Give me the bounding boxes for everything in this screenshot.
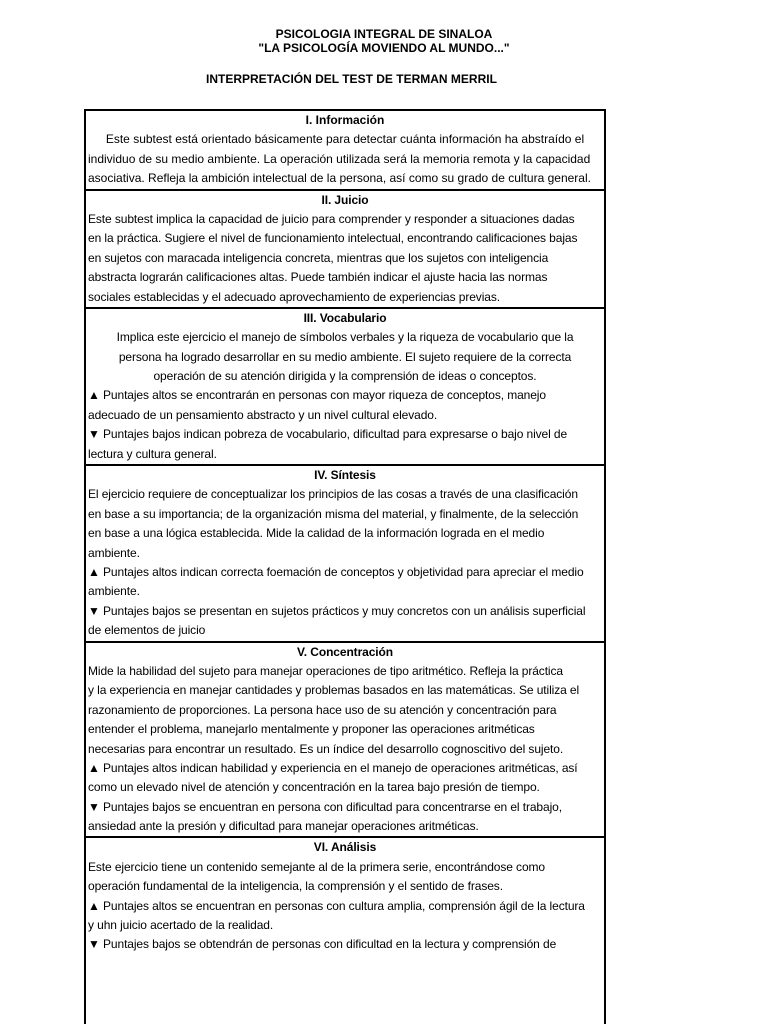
section-line: ▼ Puntajes bajos se encuentran en persona con dificultad para concentrarse en el trabajo, <box>88 799 562 814</box>
section-title: III. Vocabulario <box>303 310 387 325</box>
section-line: ▲ Puntajes altos indican habilidad y experiencia en el manejo de operaciones aritméticas, así <box>88 760 578 775</box>
section-line: operación de su atención dirigida y la comprensión de ideas o conceptos. <box>153 369 537 384</box>
interpretation-table <box>84 109 606 1024</box>
section-line: entender el problema, manejarlo mentalmente y proponer las operaciones aritméticas <box>88 722 535 737</box>
section-line: ▼ Puntajes bajos se presentan en sujetos prácticos y muy concretos con un análisis superficial <box>88 603 586 618</box>
document-title: INTERPRETACIÓN DEL TEST DE TERMAN MERRIL <box>206 72 497 86</box>
section-line: ansiedad ante la presión y dificultad para manejar operaciones aritméticas. <box>88 819 479 834</box>
section-analisis <box>86 838 604 954</box>
section-line: El ejercicio requiere de conceptualizar los principios de las cosas a través de una clasificación <box>88 487 578 502</box>
section-line: ▲ Puntajes altos se encontrarán en personas con mayor riqueza de conceptos, manejo <box>88 388 546 403</box>
section-line: en la práctica. Sugiere el nivel de funcionamiento intelectual, encontrando calificaciones bajas <box>88 231 578 246</box>
section-line: adecuado de un pensamiento abstracto y un nivel cultural elevado. <box>88 407 438 422</box>
organization-name: PSICOLOGIA INTEGRAL DE SINALOA <box>275 27 493 41</box>
section-vocabulario <box>86 309 604 466</box>
section-line: como un elevado nivel de atención y concentración en la tarea bajo presión de tiempo. <box>88 780 540 795</box>
section-line: Este subtest está orientado básicamente para detectar cuánta información ha abstraído el <box>105 132 585 147</box>
section-line: en base a una lógica establecida. Mide la calidad de la información lograda en el medio <box>88 526 545 541</box>
section-line: Mide la habilidad del sujeto para manejar operaciones de tipo aritmético. Refleja la práctica <box>88 663 563 678</box>
organization-motto: "LA PSICOLOGÍA MOVIENDO AL MUNDO..." <box>258 41 510 55</box>
section-line: en sujetos con maracada inteligencia concreta, mientras que los sujetos con inteligencia <box>88 250 549 265</box>
section-concentracion <box>86 643 604 839</box>
section-line: razonamiento de proporciones. La persona hace uso de su atención y concentración para <box>88 702 557 717</box>
section-title: VI. Análisis <box>313 840 377 855</box>
section-title: V. Concentración <box>297 644 393 659</box>
section-line: abstracta lograrán calificaciones altas. Puede también indicar el ajuste hacia las normas <box>88 270 548 285</box>
section-title: IV. Síntesis <box>314 468 376 483</box>
section-line: y la experiencia en manejar cantidades y problemas basados en las matemáticas. Se utiliza el <box>88 683 580 698</box>
section-line: Implica este ejercicio el manejo de símbolos verbales y la riqueza de vocabulario que la <box>116 330 574 345</box>
section-line: operación fundamental de la inteligencia, la comprensión y el sentido de frases. <box>88 879 503 894</box>
section-line: asociativa. Refleja la ambición intelectual de la persona, así como su grado de cultura general. <box>88 171 591 186</box>
section-line: ambiente. <box>88 545 140 560</box>
section-line: ▲ Puntajes altos indican correcta foemación de conceptos y objetividad para apreciar el medio <box>88 564 584 579</box>
section-title: I. Información <box>305 113 385 127</box>
section-line: necesarias para encontrar un resultado. Es un índice del desarrollo cognoscitivo del sujeto. <box>88 741 564 756</box>
section-title: II. Juicio <box>321 192 369 207</box>
section-line: sociales establecidas y el adecuado aprovechamiento de experiencias previas. <box>88 289 500 304</box>
section-juicio <box>86 191 604 309</box>
section-line: lectura y cultura general. <box>88 446 217 461</box>
section-line: ▼ Puntajes bajos se obtendrán de personas con dificultad en la lectura y comprensión de <box>88 937 557 952</box>
section-line: persona ha logrado desarrollar en su medio ambiente. El sujeto requiere de la correcta <box>118 349 572 364</box>
section-informacion <box>86 111 604 191</box>
section-line: y uhn juicio acertado de la realidad. <box>88 918 274 933</box>
section-line: Este subtest implica la capacidad de juicio para comprender y responder a situaciones dadas <box>88 211 575 226</box>
section-line: ambiente. <box>88 584 140 599</box>
section-line: individuo de su medio ambiente. La operación utilizada será la memoria remota y la capacidad <box>88 151 591 166</box>
section-line: de elementos de juicio <box>88 623 206 638</box>
section-line: Este ejercicio tiene un contenido semejante al de la primera serie, encontrándose como <box>88 859 545 874</box>
section-line: ▲ Puntajes altos se encuentran en personas con cultura amplia, comprensión ágil de la lectura <box>88 898 585 913</box>
section-line: en base a su importancia; de la organización misma del material, y finalmente, de la selección <box>88 506 579 521</box>
section-sintesis <box>86 466 604 643</box>
section-line: ▼ Puntajes bajos indican pobreza de vocabulario, dificultad para expresarse o bajo nivel de <box>88 427 568 442</box>
